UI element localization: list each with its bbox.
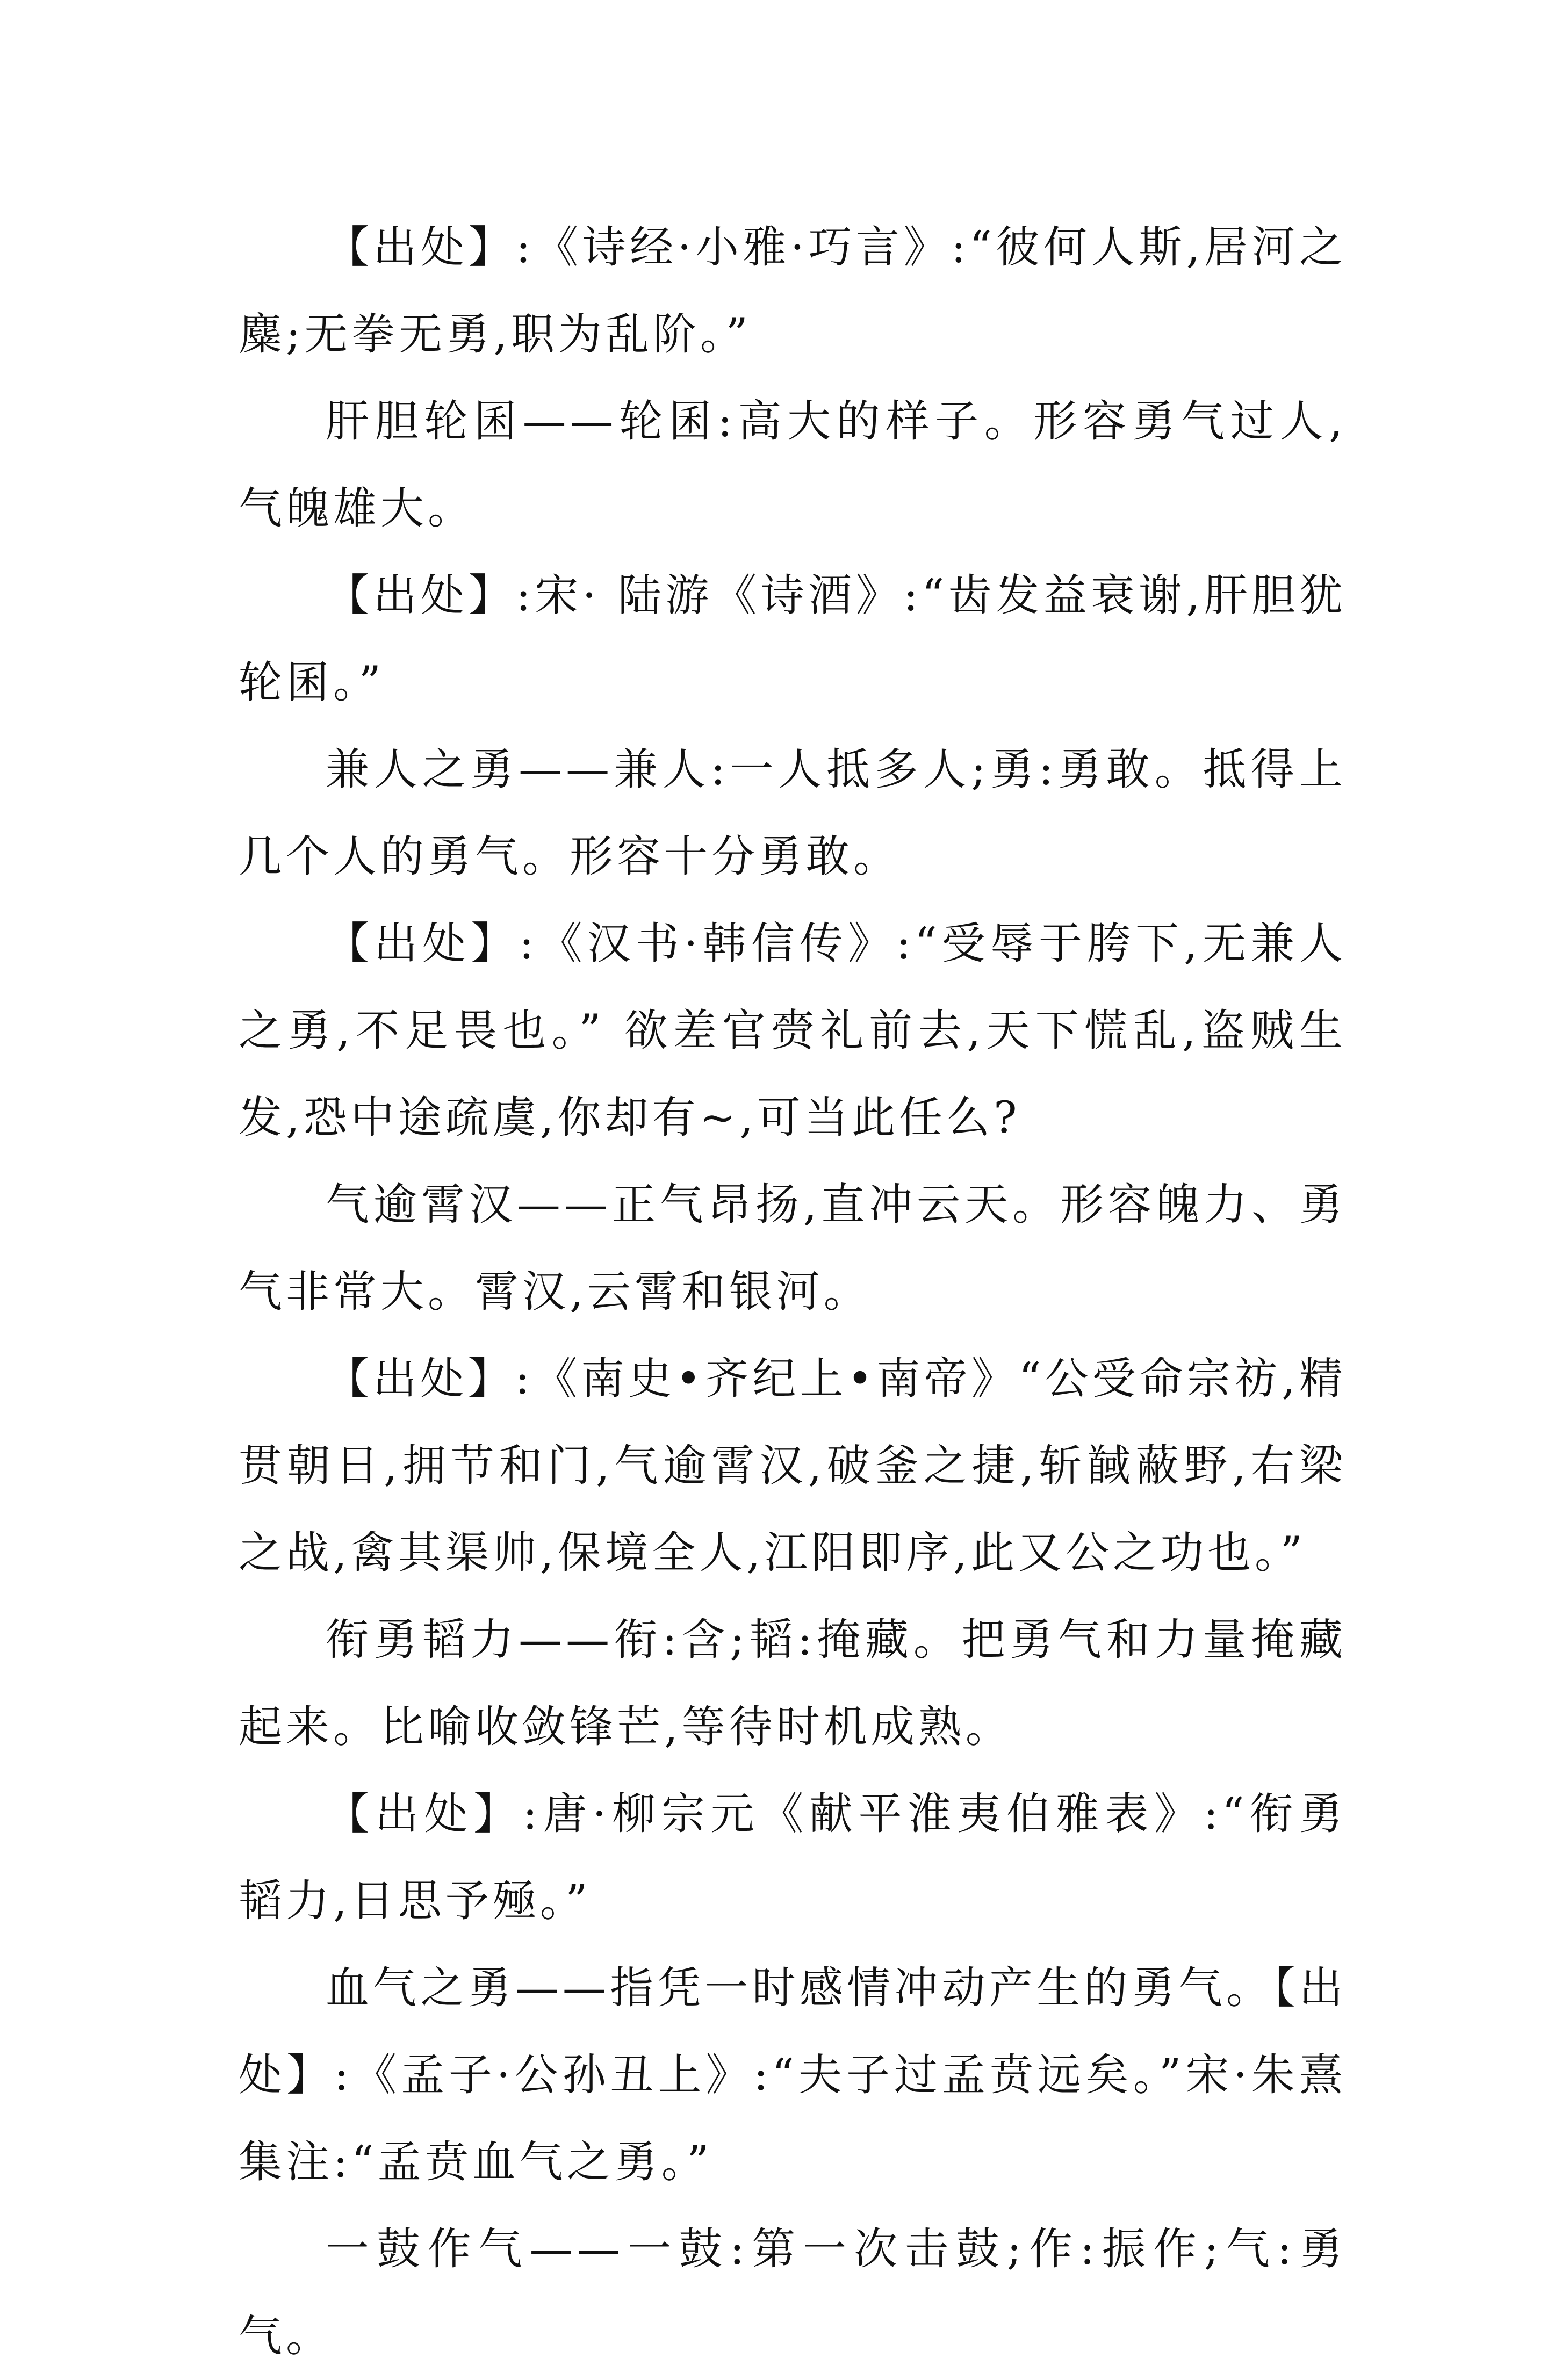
paragraph-source-shijing: 【出处】:《诗经·小雅·巧言》:“彼何人斯,居河之麋;无拳无勇,职为乱阶。”: [239, 222, 1347, 360]
paragraph-source-luyou: 【出处】:宋· 陆游《诗酒》:“齿发益衰谢,肝胆犹轮囷。”: [239, 571, 1347, 708]
paragraph-idiom-yigu-zuoqi: 一鼓作气——一鼓:第一次击鼓;作:振作;气:勇气。: [239, 2224, 1347, 2362]
paragraph-idiom-xianyong-taoli: 衔勇韬力——衔:含;韬:掩藏。把勇气和力量掩藏起来。比喻收敛锋芒,等待时机成熟。: [239, 1615, 1347, 1752]
body-text: [239, 204, 1347, 2380]
paragraph-idiom-gandan-lunqun: 肝胆轮囷——轮囷:高大的样子。形容勇气过人,气魄雄大。: [239, 396, 1347, 534]
paragraph-source-nanshi: 【出处】:《南史•齐纪上•南帝》“公受命宗祊,精贯朝日,拥节和门,气逾霄汉,破釜之捷,斩馘蔽野,右梁之战,禽其渠帅,保境全人,江阳即序,此又公之功也。”: [239, 1354, 1347, 1578]
paragraph-source-hanshu: 【出处】:《汉书·韩信传》:“受辱于胯下,无兼人之勇,不足畏也。” 欲差官赍礼前去,天下慌乱,盗贼生发,恐中途疏虞,你却有~,可当此任么?: [239, 919, 1347, 1143]
paragraph-idiom-xueqi-zhiyong: 血气之勇——指凭一时感情冲动产生的勇气。【出处】:《孟子·公孙丑上》:“夫子过孟贲远矣。”宋·朱熹集注:“孟贲血气之勇。”: [239, 1963, 1347, 2188]
paragraph-idiom-jianren-zhiyong: 兼人之勇——兼人:一人抵多人;勇:勇敢。抵得上几个人的勇气。形容十分勇敢。: [239, 745, 1347, 882]
paragraph-idiom-qiyu-xiaohan: 气逾霄汉——正气昂扬,直冲云天。形容魄力、勇气非常大。霄汉,云霄和银河。: [239, 1180, 1347, 1317]
paragraph-source-liuzongyuan: 【出处】:唐·柳宗元《献平淮夷伯雅表》:“衔勇韬力,日思予殛。”: [239, 1789, 1347, 1927]
